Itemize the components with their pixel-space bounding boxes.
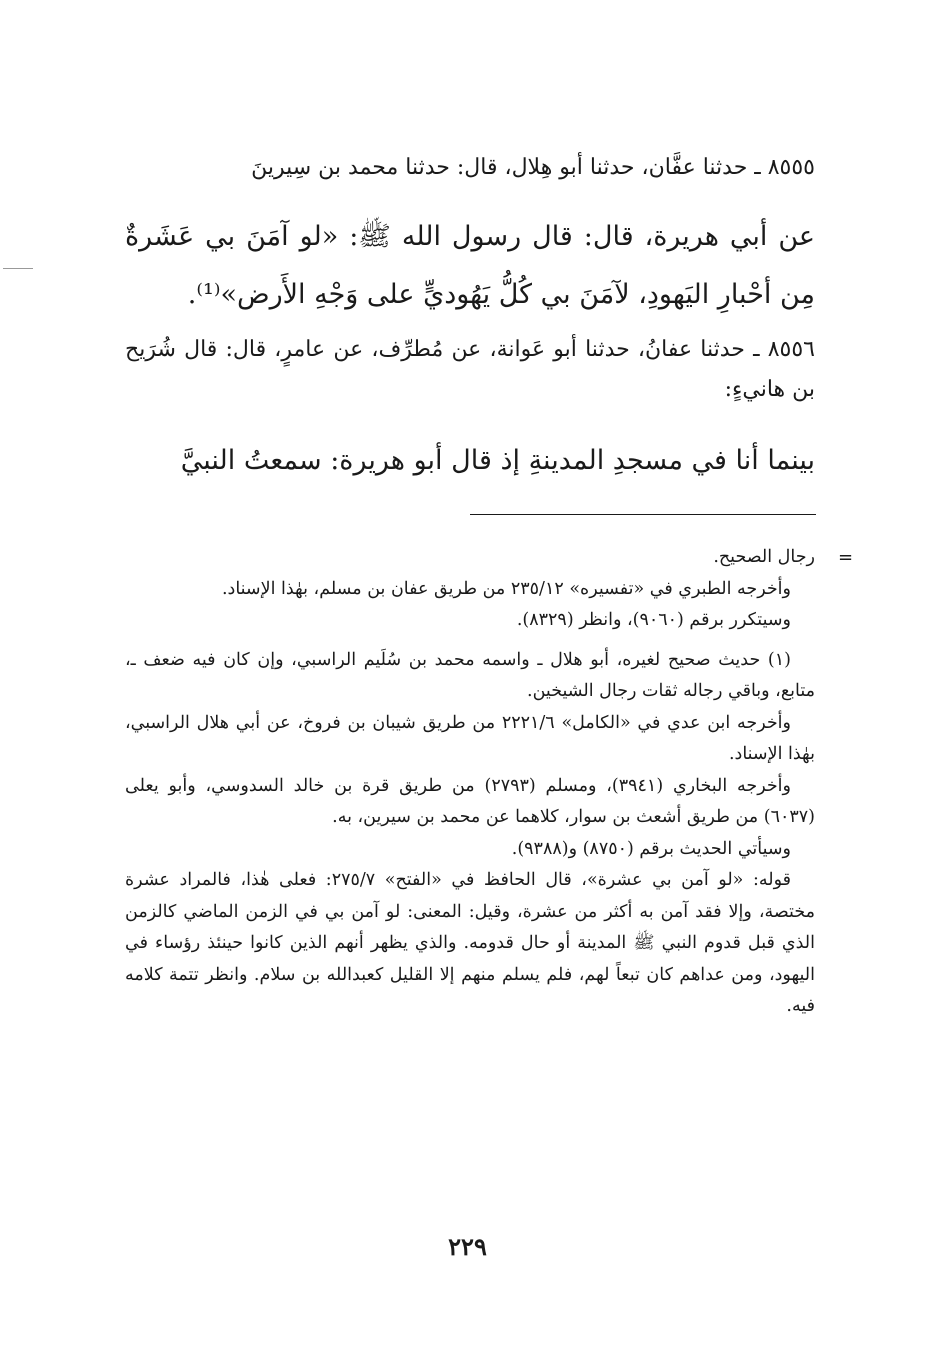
footnotes	[125, 542, 815, 1023]
margin-mark	[3, 268, 33, 269]
footnote-separator	[470, 514, 816, 515]
hadith-8555-isnad: ٨٥٥٥ ـ حدثنا عفَّان، حدثنا أبو هِلال، قال: حدثنا محمد بن سِيرينَ	[251, 155, 815, 180]
hadith-8556-isnad: ٨٥٥٦ ـ حدثنا عفانُ، حدثنا أبو عَوانة، عن مُطرِّف، عن عامرٍ، قال: قال شُرَيح بن هانيءٍ:	[125, 337, 815, 402]
footnote-continuation-mark: =	[838, 547, 854, 568]
footnote-paragraph: وسيتكرر برقم (٩٠٦٠)، وانظر (٨٣٢٩).	[516, 610, 791, 630]
footnote-paragraph: رجال الصحيح.	[713, 547, 815, 567]
page-number: ٢٢٩	[448, 1232, 487, 1261]
footnote-paragraph: وسيأتي الحديث برقم (٨٧٥٠) و(٩٣٨٨).	[511, 838, 791, 859]
footnote-paragraph: (١) حديث صحيح لغيره، أبو هلال ـ واسمه محمد بن سُلَيم الراسبي، وإن كان فيه ضعف ـ، متابع، وباقي رجاله ثقات رجال الشيخين.	[125, 649, 815, 701]
hadith-8556-matn: بينما أنا في مسجدِ المدينةِ إذ قال أبو هريرة: سمعتُ النبيَّ	[180, 445, 815, 476]
footnote-paragraph: قوله: «لو آمن بي عشرة»، قال الحافظ في «الفتح» ٢٧٥/٧: فعلى هٰذا، فالمراد عشرة مختصة، وإلا فقد آمن به أكثر من عشرة، وقيل: المعنى: لو آمن بي في الزمن الماضي كالزمن الذي قبل قدوم النبي ﷺ المدينة أو حال قدومه. والذي يظهر أنهم الذين كانوا حينئذ رؤساء في اليهود، ومن عداهم كان تبعاً لهم، فلم يسلم منهم إلا القليل كعبدالله بن سلام. وانظر تتمة كلامه فيه.	[125, 870, 815, 1016]
footnote-paragraph: وأخرجه الطبري في «تفسيره» ٢٣٥/١٢ من طريق عفان بن مسلم، بهٰذا الإسناد.	[221, 578, 791, 599]
hadith-8555-matn: عن أبي هريرة، قال: قال رسول الله ﷺ: «لو آمَنَ بي عَشَرةٌ مِن أحْبارِ اليَهودِ، لآمَنَ بي كُلُّ يَهُوديٍّ على وَجْهِ الأَرض»⁽¹⁾.	[125, 221, 815, 310]
footnote-paragraph: وأخرجه ابن عدي في «الكامل» ٢٢٢١/٦ من طريق شيبان بن فروخ، عن أبي هلال الراسبي، بهٰذا الإسناد.	[125, 712, 815, 764]
footnote-paragraph: وأخرجه البخاري (٣٩٤١)، ومسلم (٢٧٩٣) من طريق قرة بن خالد السدوسي، وأبو يعلى (٦٠٣٧) من طريق أشعث بن سوار، كلاهما عن محمد بن سيرين، به.	[125, 775, 815, 827]
